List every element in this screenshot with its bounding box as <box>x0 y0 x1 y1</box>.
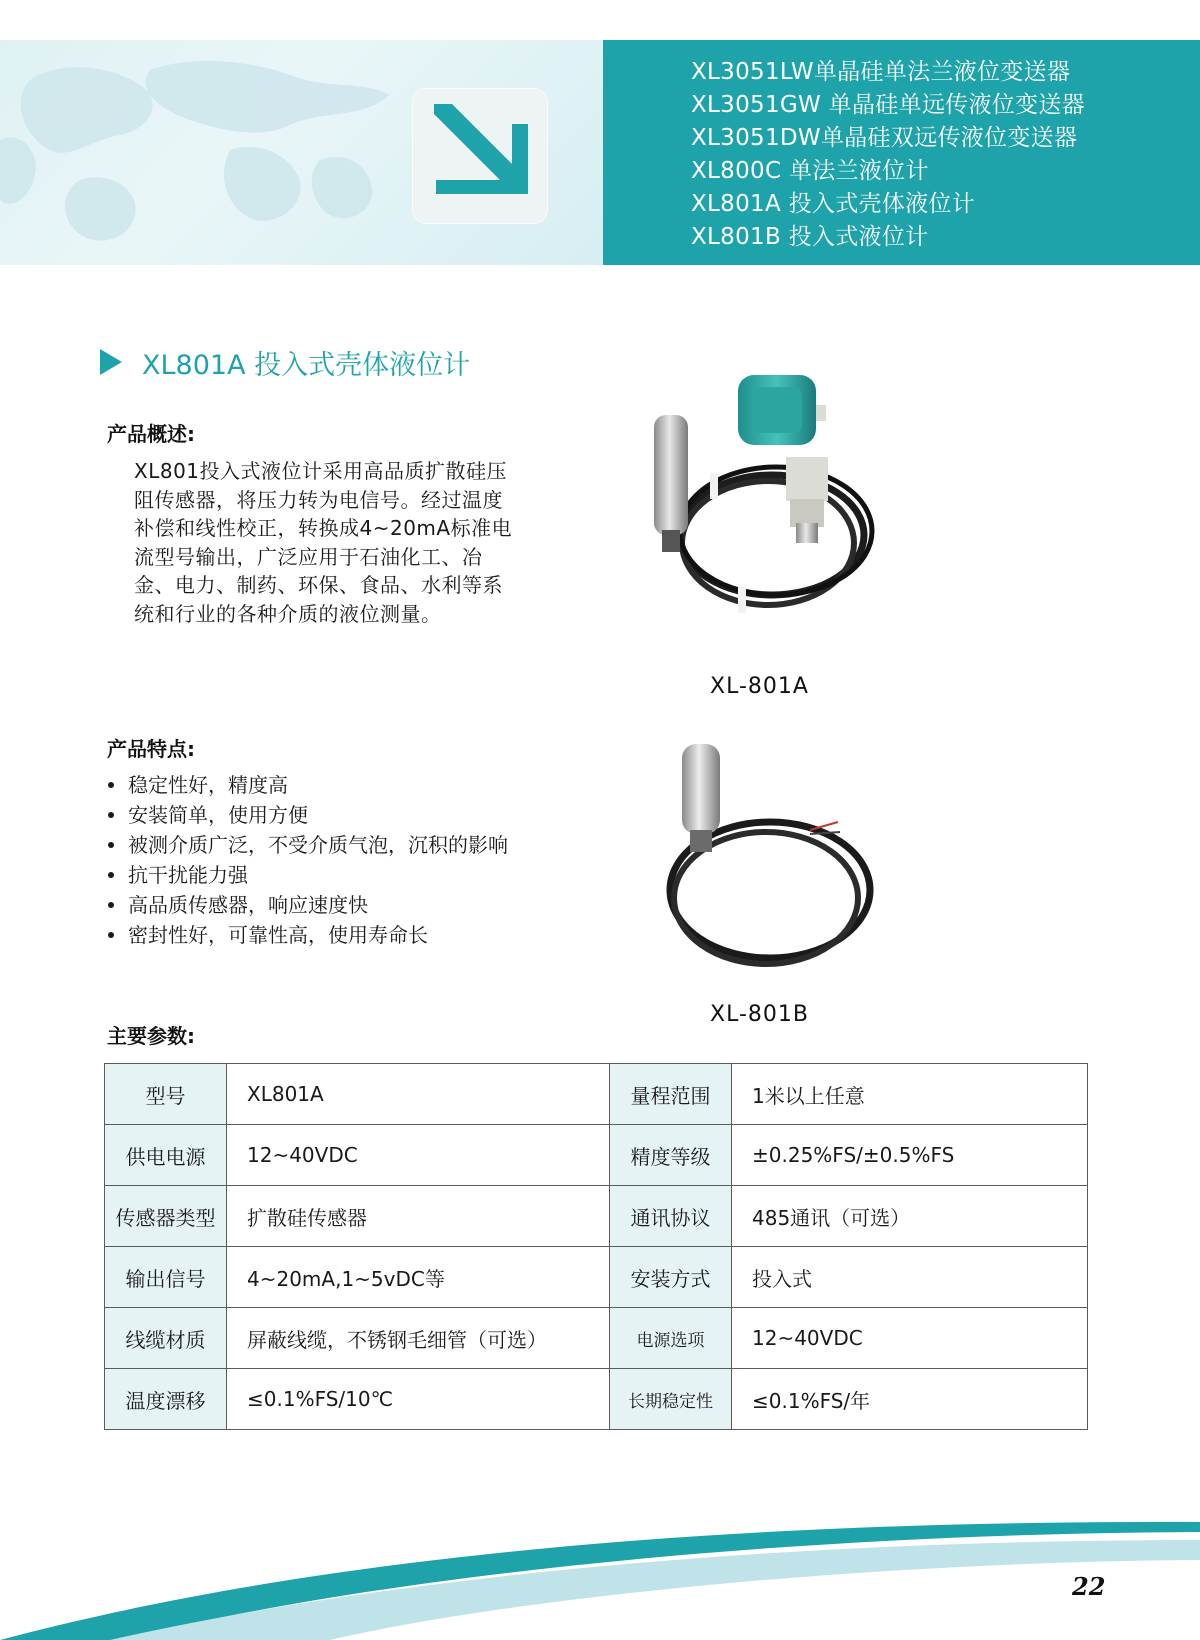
spec-table <box>104 1063 1088 1430</box>
spec-value: 4~20mA,1~5vDC等 <box>227 1247 610 1308</box>
spec-key: 安装方式 <box>610 1247 732 1308</box>
spec-value: 屏蔽线缆，不锈钢毛细管（可选） <box>227 1308 610 1369</box>
header-product-item: XL800C 单法兰液位计 <box>691 158 929 184</box>
section-title <box>100 344 470 380</box>
overview-paragraph <box>134 457 564 628</box>
bullet-icon <box>108 812 114 818</box>
spec-key: 精度等级 <box>610 1125 732 1186</box>
table-row <box>105 1125 1088 1186</box>
header-product-item: XL3051LW单晶硅单法兰液位变送器 <box>691 59 1071 85</box>
features-label: 产品特点: <box>107 737 195 761</box>
spec-key: 输出信号 <box>105 1247 227 1308</box>
page-number: 22 <box>1072 1572 1106 1601</box>
spec-value: 投入式 <box>732 1247 1088 1308</box>
spec-key: 供电电源 <box>105 1125 227 1186</box>
footer-wave <box>0 1500 1200 1640</box>
list-item <box>108 890 508 920</box>
section-title-text: XL801A 投入式壳体液位计 <box>142 349 471 381</box>
overview-label: 产品概述: <box>107 422 195 446</box>
feature-text: 安装简单，使用方便 <box>128 803 308 827</box>
spec-value: ±0.25%FS/±0.5%FS <box>732 1125 1088 1186</box>
overview-line: 补偿和线性校正，转换成4~20mA标准电 <box>134 516 513 540</box>
arrow-down-right-icon <box>412 88 548 224</box>
bullet-icon <box>108 872 114 878</box>
overview-line: 统和行业的各种介质的液位测量。 <box>134 601 442 626</box>
spec-key: 传感器类型 <box>105 1186 227 1247</box>
spec-value: 扩散硅传感器 <box>227 1186 610 1247</box>
overview-line: 流型号输出，广泛应用于石油化工、冶 <box>134 544 483 569</box>
product-image-xl801a <box>640 365 880 655</box>
list-item <box>108 770 508 800</box>
logo-tile <box>412 88 548 224</box>
spec-key: 通讯协议 <box>610 1186 732 1247</box>
list-item <box>108 860 508 890</box>
header-product-item: XL3051DW单晶硅双远传液位变送器 <box>691 125 1078 151</box>
spec-key: 型号 <box>105 1064 227 1125</box>
spec-key: 线缆材质 <box>105 1308 227 1369</box>
table-row <box>105 1308 1088 1369</box>
overview-line: 阻传感器，将压力转为电信号。经过温度 <box>134 487 503 512</box>
spec-key: 电源选项 <box>610 1308 732 1369</box>
table-row <box>105 1369 1088 1430</box>
spec-value: ≤0.1%FS/10℃ <box>227 1369 610 1430</box>
feature-text: 抗干扰能力强 <box>128 863 248 887</box>
feature-text: 被测介质广泛，不受介质气泡，沉积的影响 <box>128 833 508 857</box>
feature-text: 密封性好，可靠性高，使用寿命长 <box>128 923 428 947</box>
header-banner-left <box>0 40 603 265</box>
header-product-item: XL801B 投入式液位计 <box>691 224 929 250</box>
feature-text: 高品质传感器，响应速度快 <box>128 893 368 917</box>
play-triangle-icon <box>100 349 122 375</box>
list-item <box>108 920 508 950</box>
list-item <box>108 830 508 860</box>
spec-value: ≤0.1%FS/年 <box>732 1369 1088 1430</box>
table-row <box>105 1186 1088 1247</box>
features-list <box>108 770 508 950</box>
table-row <box>105 1247 1088 1308</box>
spec-value: 12~40VDC <box>732 1308 1088 1369</box>
bullet-icon <box>108 842 114 848</box>
spec-value: 12~40VDC <box>227 1125 610 1186</box>
header-banner-right <box>603 40 1200 265</box>
bullet-icon <box>108 782 114 788</box>
header-product-item: XL801A 投入式壳体液位计 <box>691 191 976 217</box>
bullet-icon <box>108 902 114 908</box>
overview-line: XL801投入式液位计采用高品质扩散硅压 <box>134 459 508 483</box>
product-image-xl801b <box>660 740 880 980</box>
list-item <box>108 800 508 830</box>
feature-text: 稳定性好，精度高 <box>128 773 288 797</box>
spec-key: 长期稳定性 <box>610 1369 732 1430</box>
table-row <box>105 1064 1088 1125</box>
product-caption: XL-801B <box>710 1002 809 1027</box>
spec-key: 量程范围 <box>610 1064 732 1125</box>
bullet-icon <box>108 932 114 938</box>
overview-line: 金、电力、制药、环保、食品、水利等系 <box>134 573 503 597</box>
product-caption: XL-801A <box>710 674 809 699</box>
spec-value: 1米以上任意 <box>732 1064 1088 1125</box>
header-product-item: XL3051GW 单晶硅单远传液位变送器 <box>691 92 1085 118</box>
params-label: 主要参数: <box>107 1024 195 1048</box>
spec-value: 485通讯（可选） <box>732 1186 1088 1247</box>
spec-key: 温度漂移 <box>105 1369 227 1430</box>
spec-value: XL801A <box>227 1064 610 1125</box>
